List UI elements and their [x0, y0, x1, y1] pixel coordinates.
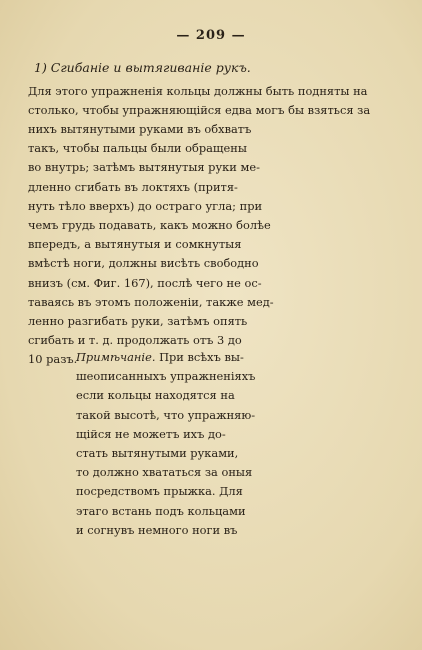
text-line: таваясь въ этомъ положеніи, также мед- [28, 294, 274, 309]
text-line: столько, чтобы упражняющійся едва могъ бы взяться за [28, 103, 371, 118]
text-line: вмѣстѣ ноги, должны висѣть свободно [28, 256, 259, 271]
text-line: посредствомъ прыжка. Для [76, 484, 243, 499]
section-title: 1) Сгибаніе и вытягиваніе рукъ. [34, 60, 251, 75]
text-line: такой высотѣ, что упражняю- [76, 407, 256, 422]
text-line: Для этого упражненія кольцы должны быть подняты на [28, 84, 368, 98]
page-header: — 209 — [176, 28, 246, 43]
text-line: то должно хвататься за оныя [76, 465, 253, 480]
text-line: стать вытянутыми руками, [76, 446, 239, 461]
note-block [76, 348, 272, 540]
text-line: внизъ (см. Фиг. 167), послѣ чего не ос- [28, 275, 262, 290]
text-line: во внутрь; затѣмъ вытянутыя руки ме- [28, 160, 260, 175]
text-line: ленно разгибать руки, затѣмъ опять [28, 314, 248, 329]
text-line: дленно сгибать въ локтяхъ (притя- [28, 179, 238, 194]
text-line: этаго встань подъ кольцами [76, 503, 246, 518]
paragraph-intro [28, 82, 374, 120]
text-line: нихъ вытянутыми руками въ обхватъ [28, 122, 252, 136]
text-line: и согнувъ немного ноги въ [76, 522, 238, 537]
text-line: сгибать и т. д. продолжать отъ 3 до [28, 333, 242, 348]
paragraph-exercise [28, 120, 274, 370]
text-line: такъ, чтобы пальцы были обращены [28, 141, 247, 156]
text-line: шеописанныхъ упражненіяхъ [76, 369, 256, 384]
text-line: нуть тѣло вверхъ) до остраго угла; при [28, 198, 263, 213]
text-line: чемъ грудь подавать, какъ можно болѣе [28, 218, 271, 233]
text-line: При всѣхъ вы- [159, 350, 244, 364]
note-title: Примѣчаніе. [76, 350, 156, 364]
text-line: если кольцы находятся на [76, 388, 235, 403]
text-line: впередъ, а вытянутыя и сомкнутыя [28, 237, 242, 252]
note-first-line [76, 348, 272, 367]
text-line: 10 разъ. [28, 352, 78, 367]
text-line: щійся не можетъ ихъ до- [76, 426, 226, 441]
